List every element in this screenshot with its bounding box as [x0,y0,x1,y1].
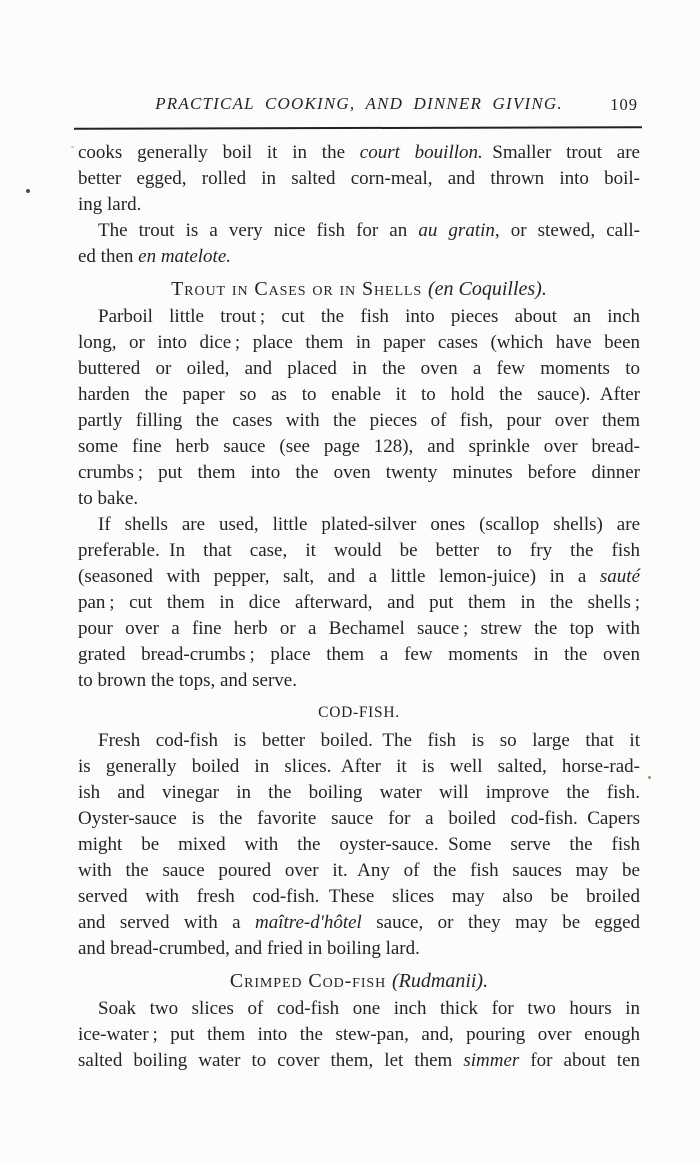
paragraph [78,218,640,270]
text-segment: served with fresh cod-fish. These slices may also be broiled [78,886,640,907]
text-segment: long, or into dice ; place them in paper cases (which have been [78,332,640,353]
text-segment: Trout in Cases or in Shells [171,278,428,300]
text-line [78,486,640,512]
text-line [78,754,640,780]
text-line [78,806,640,832]
text-segment: partly filling the cases with the pieces of fish, pour over them [78,410,640,431]
text-segment: COD-FISH. [318,704,400,721]
text-segment: better egged, rolled in salted corn-meal, and thrown into boil- [78,168,640,189]
text-line [78,512,640,538]
text-segment: might be mixed with the oyster-sauce. Some serve the fish [78,834,640,855]
text-segment: maître-d'hôtel [255,912,362,933]
text-segment: ing lard. [78,194,142,215]
text-segment: pour over a fine herb or a Bechamel sauce ; strew the top with [78,618,640,639]
text-line [78,616,640,642]
text-line [78,330,640,356]
text-line [78,564,640,590]
text-line [78,382,640,408]
text-segment: and served with a [78,912,256,933]
text-line [78,356,640,382]
text-line [78,408,640,434]
text-segment: en matelote. [138,246,232,267]
text-line [78,728,640,754]
scan-speck [26,189,30,193]
text-segment: Parboil little trout ; cut the fish into pieces about an inch [98,306,640,327]
text-segment: cooks generally boil it in the [78,142,360,163]
text-segment: pan ; cut them in dice afterward, and put them in the shells ; [78,592,640,613]
scan-speck [648,776,651,779]
text-segment: Crimped Cod-fish [229,970,392,992]
text-segment: , or stewed, call- [494,220,640,241]
text-line [78,140,640,166]
text-segment: (Rudmanii). [392,970,489,992]
text-segment: some fine herb sauce (see page 128), and sprinkle over bread- [78,436,640,457]
text-line [78,858,640,884]
text-segment: with the sauce poured over it. Any of the fish sauces may be [78,860,640,881]
text-line [78,460,640,486]
paragraph [78,304,640,512]
running-header [78,94,640,116]
text-segment: Oyster-sauce is the favorite sauce for a boiled cod-fish. Capers [78,808,640,829]
text-segment: and bread-crumbed, and fried in boiling lard. [78,938,420,959]
text-segment: The trout is a very nice fish for an [98,220,419,241]
running-title: PRACTICAL COOKING, AND DINNER GIVING. [155,94,563,113]
text-segment: crumbs ; put them into the oven twenty minutes before dinner [78,462,640,483]
text-segment: If shells are used, little plated-silver ones (scallop shells) are [98,514,640,535]
section-heading [78,276,640,302]
section-heading [78,968,640,994]
page-content [78,140,640,1074]
text-segment: buttered or oiled, and placed in the oven a few moments to [78,358,640,379]
text-segment: preferable. In that case, it would be better to fry the fish [78,540,640,561]
scan-speck [71,146,74,148]
text-segment: harden the paper so as to enable it to hold the sauce). After [78,384,640,405]
text-segment: to bake. [78,488,139,509]
text-segment: au gratin [418,220,495,241]
text-line [78,1048,640,1074]
text-line [78,936,640,962]
text-line [78,996,640,1022]
text-segment: simmer [463,1050,520,1071]
text-segment: ish and vinegar in the boiling water will improve the fish. [78,782,640,803]
text-segment: Fresh cod-fish is better boiled. The fish is so large that it [98,730,640,751]
section-heading [78,700,640,726]
text-segment: Soak two slices of cod-fish one inch thick for two hours in [98,998,640,1019]
header-rule [74,126,642,129]
text-segment: Smaller trout are [482,142,640,163]
text-line [78,590,640,616]
paragraph [78,512,640,694]
text-line [78,832,640,858]
paragraph [78,996,640,1074]
text-line [78,780,640,806]
text-segment: grated bread-crumbs ; place them a few moments in the oven [78,644,640,665]
text-line [78,668,640,694]
text-line [78,434,640,460]
text-segment: for about ten [519,1050,641,1071]
text-segment: ice-water ; put them into the stew-pan, and, pouring over enough [78,1024,640,1045]
text-line [78,304,640,330]
text-line [78,166,640,192]
text-line [78,538,640,564]
text-segment: sauté [599,566,640,587]
page-number: 109 [610,95,638,114]
text-segment: salted boiling water to cover them, let them [78,1050,464,1071]
text-segment: sauce, or they may be egged [361,912,641,933]
text-line [78,884,640,910]
text-line [78,218,640,244]
text-line [78,1022,640,1048]
text-segment: court bouillon. [359,142,483,163]
text-segment: (seasoned with pepper, salt, and a little lemon-juice) in a [78,566,600,587]
text-segment: (en Coquilles). [427,278,547,300]
paragraph [78,728,640,962]
text-line [78,910,640,936]
text-segment: ed then [78,246,139,267]
text-segment: to brown the tops, and serve. [78,670,297,691]
paragraph [78,140,640,218]
text-segment: is generally boiled in slices. After it is well salted, horse-rad- [78,756,640,777]
text-line [78,244,640,270]
text-line [78,192,640,218]
text-line [78,642,640,668]
